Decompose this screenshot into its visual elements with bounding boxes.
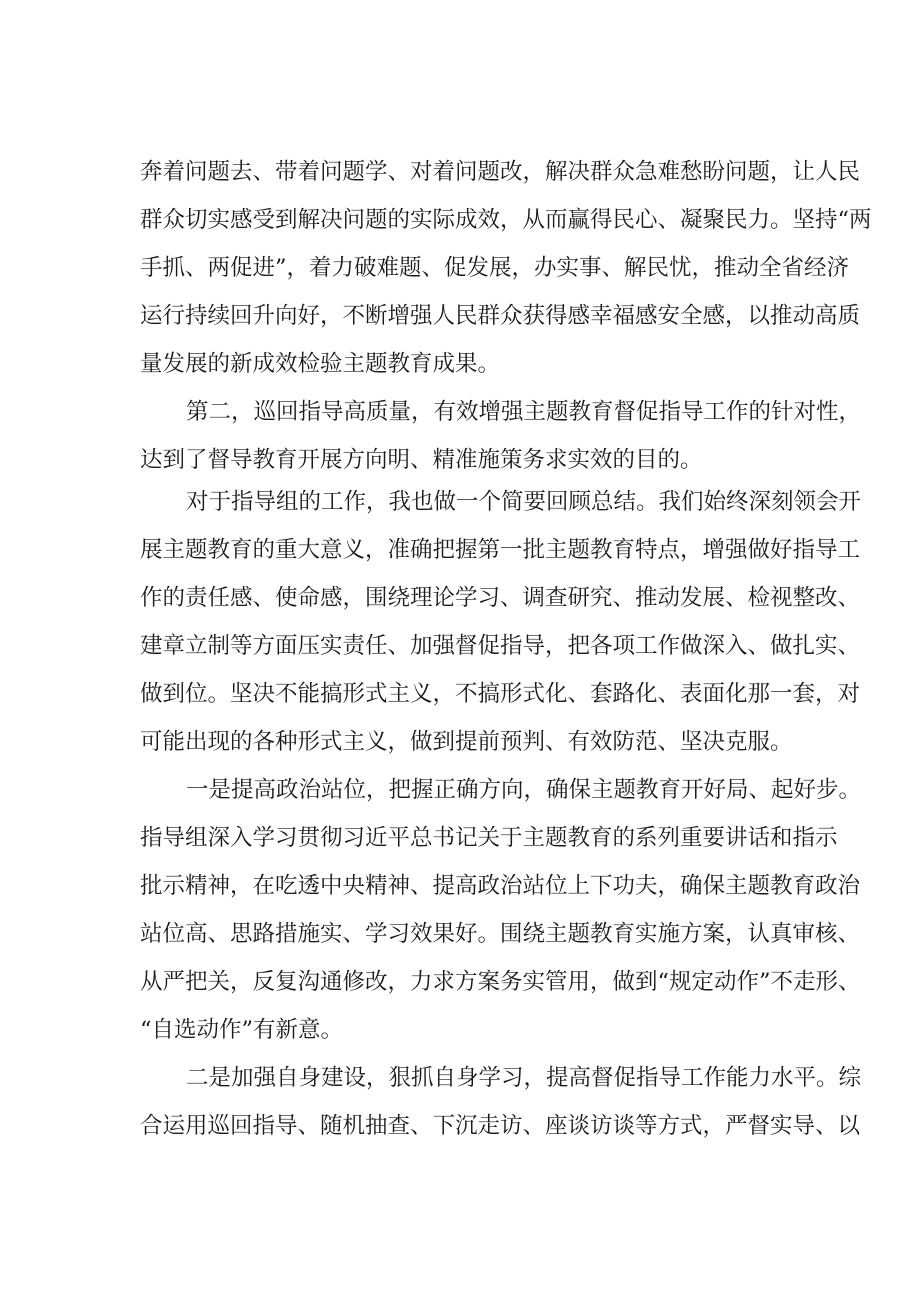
paragraph-line: 群众切实感受到解决问题的实际成效，从而赢得民心、凝聚民力。坚持“两 xyxy=(140,207,872,233)
paragraph-line: 从严把关，反复沟通修改，力求方案务实管用，做到“规定动作”不走形、 xyxy=(140,969,861,995)
paragraph-5 xyxy=(140,1054,862,1150)
paragraph-line: 批示精神，在吃透中央精神、提高政治站位上下功夫，确保主题教育政治 xyxy=(140,873,861,899)
paragraph-line: 做到位。坚决不能搞形式主义，不搞形式化、套路化、表面化那一套，对 xyxy=(140,681,861,707)
paragraph-2 xyxy=(140,388,862,484)
paragraph-4 xyxy=(140,766,862,1054)
paragraph-1 xyxy=(140,148,872,388)
paragraph-line: 二是加强自身建设，狠抓自身学习，提高督促指导工作能力水平。综 xyxy=(186,1065,862,1091)
paragraph-line: 建章立制等方面压实责任、加强督促指导，把各项工作做深入、做扎实、 xyxy=(140,633,861,659)
paragraph-line: 站位高、思路措施实、学习效果好。围绕主题教育实施方案，认真审核、 xyxy=(140,921,861,947)
paragraph-line: 量发展的新成效检验主题教育成果。 xyxy=(140,351,501,377)
paragraph-line: 指导组深入学习贯彻习近平总书记关于主题教育的系列重要讲话和指示 xyxy=(140,825,838,851)
paragraph-line: 合运用巡回指导、随机抽查、下沉走访、座谈访谈等方式，严督实导、以 xyxy=(140,1113,861,1139)
paragraph-line: “自选动作”有新意。 xyxy=(140,1017,344,1043)
paragraph-line: 奔着问题去、带着问题学、对着问题改，解决群众急难愁盼问题，让人民 xyxy=(140,159,861,185)
paragraph-3 xyxy=(140,478,862,766)
paragraph-line: 作的责任感、使命感，围绕理论学习、调查研究、推动发展、检视整改、 xyxy=(140,585,861,611)
paragraph-line: 展主题教育的重大意义，准确把握第一批主题教育特点，增强做好指导工 xyxy=(140,537,861,563)
paragraph-line: 对于指导组的工作，我也做一个简要回顾总结。我们始终深刻领会开 xyxy=(186,489,862,515)
paragraph-line: 达到了督导教育开展方向明、精准施策务求实效的目的。 xyxy=(140,447,703,473)
paragraph-line: 手抓、两促进”，着力破难题、促发展，办实事、解民忧，推动全省经济 xyxy=(140,255,850,281)
paragraph-line: 一是提高政治站位，把握正确方向，确保主题教育开好局、起好步。 xyxy=(186,777,862,803)
paragraph-line: 运行持续回升向好，不断增强人民群众获得感幸福感安全感，以推动高质 xyxy=(140,303,861,329)
paragraph-line: 可能出现的各种形式主义，做到提前预判、有效防范、坚决克服。 xyxy=(140,729,793,755)
paragraph-line: 第二，巡回指导高质量，有效增强主题教育督促指导工作的针对性， xyxy=(186,399,862,425)
